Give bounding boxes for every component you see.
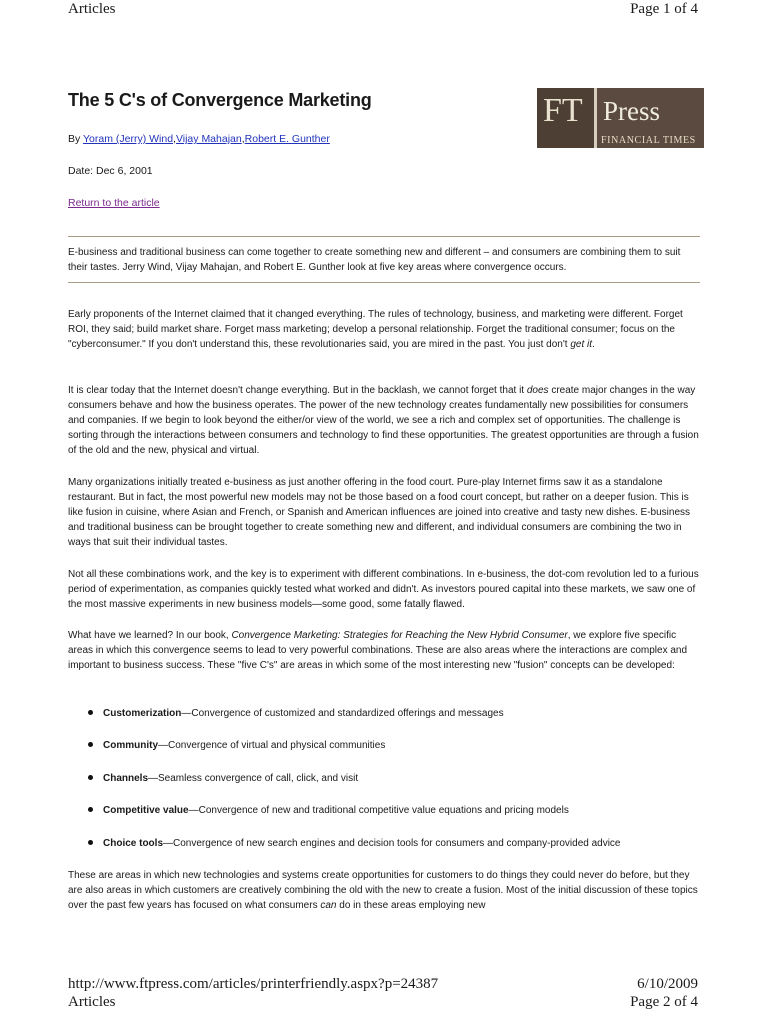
- bullet-icon: [88, 775, 93, 780]
- paragraph: Early proponents of the Internet claimed that it changed everything. The rules of technology, business, and marketing were different. Forget ROI, they said; build market share. Forget mass marketing; develop a personal relationship. Forget the traditional consumer; focus on the "cyberconsumer." If you don't understand this, these revolutionaries said, you are mired in the past. You just don't get it.: [68, 309, 683, 350]
- paragraph: Many organizations initially treated e-business as just another offering in the food court. Pure-play Internet firms saw it as a standalone restaurant. But in fact, the most powerful new models may not be those based on a food court concept, but rather on a deeper fusion. This is like fusion in cuisine, where Asian and French, or Spanish and American influences are joined into creative and tasty new dishes. E-business and traditional business can be brought together to create something new and different, and individual consumers are combining the two in ways that suit their individual tastes.: [68, 477, 691, 548]
- divider: [68, 282, 700, 283]
- bullet-item-competitive-value: Competitive value—Convergence of new and traditional competitive value equations and pricing models: [88, 803, 569, 818]
- footer-url: http://www.ftpress.com/articles/printerfriendly.aspx?p=24387: [68, 976, 439, 992]
- logo-ft-text: FT: [543, 92, 583, 129]
- page-number: Page 2 of 4: [630, 994, 698, 1010]
- paragraph: What have we learned? In our book, Convergence Marketing: Strategies for Reaching the New Hybrid Consumer, we explore five specific areas in which this convergence seems to lead to very powerful combinations. These are also areas where the interactions are complex and important to business success. These "five C's" are areas in which some of the most interesting new "fusion" concepts can be developed:: [68, 630, 688, 671]
- bullet-item-customerization: Customerization—Convergence of customized and standardized offerings and messages: [88, 706, 504, 721]
- page-header-section: Articles: [68, 1, 116, 17]
- bullet-icon: [88, 807, 93, 812]
- author-link-mahajan[interactable]: Vijay Mahajan: [175, 133, 242, 145]
- paragraph: Not all these combinations work, and the key is to experiment with different combinations. In e-business, the dot-com revolution led to a furious period of experimentation, as companies quickly tested what worked and didn't. As investors poured capital into these markets, we saw one of the most massive experiments in new business models—some good, some fatally flawed.: [68, 569, 699, 610]
- publish-date: Date: Dec 6, 2001: [68, 165, 153, 177]
- bullet-item-choice-tools: Choice tools—Convergence of new search engines and decision tools for consumers and company-provided advice: [88, 836, 621, 851]
- byline: By Yoram (Jerry) Wind,Vijay Mahajan,Robert E. Gunther: [68, 133, 330, 145]
- page-number: Page 1 of 4: [630, 1, 698, 17]
- ft-press-logo: [537, 88, 701, 148]
- paragraph: It is clear today that the Internet doesn't change everything. But in the backlash, we cannot forget that it does create major changes in the way consumers behave and how the business operates. The power of the new technology creates fundamentally new possibilities for consumers and companies. If we begin to look beyond the either/or view of the world, we see a rich and complex set of opportunities. The challenge is sorting through the interactions between consumers and technology to find these opportunities. The greatest opportunities are through a fusion of the old and the new, physical and virtual.: [68, 385, 699, 456]
- return-to-article-link[interactable]: Return to the article: [68, 197, 160, 209]
- bullet-icon: [88, 840, 93, 845]
- logo-tagline: FINANCIAL TIMES: [601, 135, 696, 146]
- paragraph: These are areas in which new technologies and systems create opportunities for customers to do things they could never do before, but they are also areas in which customers are creatively combining the old with the new to create a fusion. Most of the initial discussion of these topics over the past few years has focused on what consumers can do in these areas employing new: [68, 870, 698, 911]
- footer-date: 6/10/2009: [637, 976, 698, 992]
- bullet-item-channels: Channels—Seamless convergence of call, click, and visit: [88, 771, 358, 786]
- bullet-icon: [88, 742, 93, 747]
- author-link-wind[interactable]: Yoram (Jerry) Wind: [82, 133, 174, 145]
- byline-prefix: By: [68, 133, 83, 145]
- bullet-item-community: Community—Convergence of virtual and physical communities: [88, 738, 385, 753]
- divider: [68, 236, 700, 237]
- article-abstract: E-business and traditional business can come together to create something new and different – and consumers are combining them to suit their tastes. Jerry Wind, Vijay Mahajan, and Robert E. Gunther look at five key areas where convergence occurs.: [68, 247, 681, 273]
- page-header-section: Articles: [68, 994, 116, 1010]
- bullet-icon: [88, 710, 93, 715]
- logo-press-text: Press: [603, 96, 661, 126]
- author-link-gunther[interactable]: Robert E. Gunther: [244, 133, 330, 145]
- article-title: The 5 C's of Convergence Marketing: [68, 90, 372, 110]
